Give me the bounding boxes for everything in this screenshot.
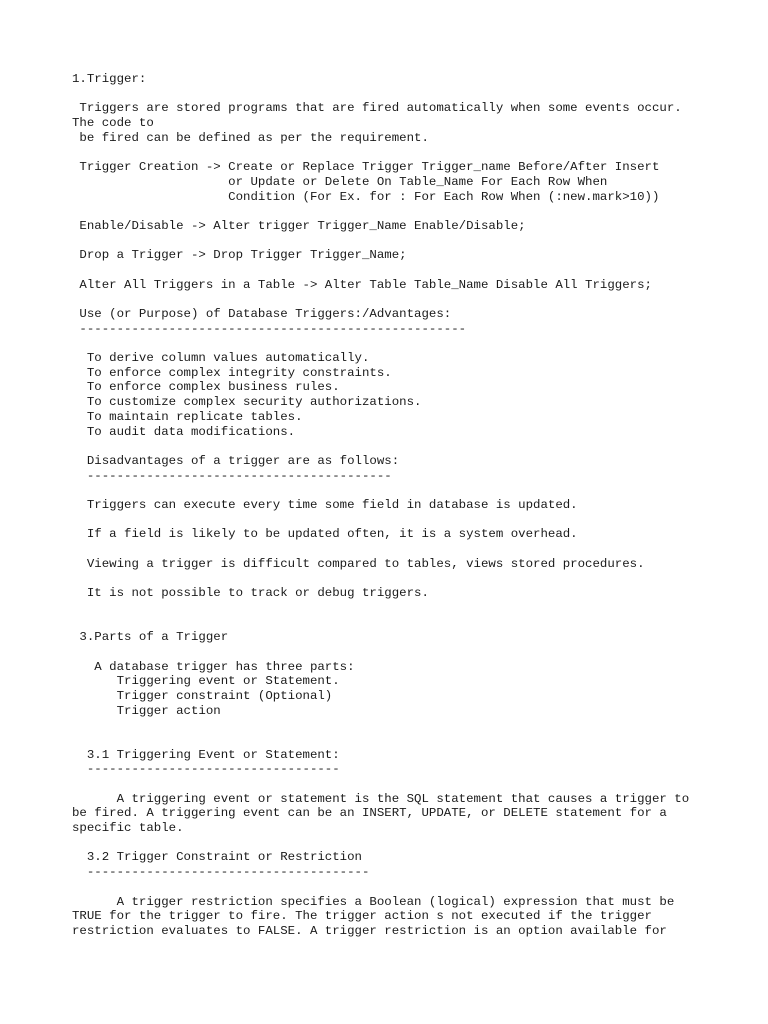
text-line bbox=[72, 234, 732, 249]
text-line: The code to bbox=[72, 116, 154, 131]
text-line: Disadvantages of a trigger are as follows: bbox=[72, 453, 400, 468]
text-line bbox=[72, 513, 732, 528]
text-line bbox=[72, 645, 732, 660]
text-line: be fired. A triggering event can be an INSERT, UPDATE, or DELETE statement for a bbox=[72, 806, 667, 821]
text-line: 3.1 Triggering Event or Statement: bbox=[72, 747, 340, 762]
text-line: A trigger restriction specifies a Boolean (logical) expression that must be bbox=[72, 894, 675, 909]
text-line: Triggers can execute every time some field in database is updated. bbox=[72, 497, 578, 512]
text-line bbox=[72, 542, 732, 557]
text-line bbox=[72, 777, 732, 792]
text-line: Triggering event or Statement. bbox=[72, 674, 340, 689]
text-line: A database trigger has three parts: bbox=[72, 659, 355, 674]
text-line: Trigger action bbox=[72, 703, 221, 718]
text-line bbox=[72, 483, 732, 498]
text-line: specific table. bbox=[72, 821, 184, 836]
text-line: Viewing a trigger is difficult compared to tables, views stored procedures. bbox=[72, 556, 645, 571]
text-line: Trigger constraint (Optional) bbox=[72, 688, 333, 703]
text-line bbox=[72, 292, 732, 307]
text-line: ---------------------------------------------------- bbox=[72, 321, 467, 336]
text-line: It is not possible to track or debug triggers. bbox=[72, 586, 429, 601]
text-line: Triggers are stored programs that are fired automatically when some events occur. bbox=[72, 101, 682, 116]
document-page bbox=[72, 72, 732, 939]
text-line: Use (or Purpose) of Database Triggers:/Advantages: bbox=[72, 307, 452, 321]
text-line: To derive column values automatically. bbox=[72, 351, 370, 366]
text-line: TRUE for the trigger to fire. The trigger action s not executed if the trigger bbox=[72, 909, 652, 924]
text-line: -------------------------------------- bbox=[72, 865, 370, 880]
text-line bbox=[72, 145, 732, 160]
text-line: Trigger Creation -> Create or Replace Trigger Trigger_name Before/After Insert bbox=[72, 160, 660, 175]
text-line: or Update or Delete On Table_Name For Each Row When bbox=[72, 174, 608, 189]
text-line bbox=[72, 263, 732, 278]
text-line bbox=[72, 601, 732, 616]
text-line bbox=[72, 87, 732, 102]
text-line: To customize complex security authorizations. bbox=[72, 395, 422, 410]
text-line: Enable/Disable -> Alter trigger Trigger_Name Enable/Disable; bbox=[72, 218, 526, 233]
text-line: To audit data modifications. bbox=[72, 424, 296, 439]
text-line: 1.Trigger: bbox=[72, 72, 147, 86]
text-line bbox=[72, 718, 732, 733]
text-line bbox=[72, 836, 732, 851]
text-line: be fired can be defined as per the requirement. bbox=[72, 130, 429, 145]
text-line: A triggering event or statement is the SQL statement that causes a trigger to bbox=[72, 791, 690, 806]
text-line: To maintain replicate tables. bbox=[72, 409, 303, 424]
text-line: Drop a Trigger -> Drop Trigger Trigger_Name; bbox=[72, 248, 407, 263]
text-line bbox=[72, 571, 732, 586]
text-line: To enforce complex business rules. bbox=[72, 380, 340, 395]
text-line bbox=[72, 439, 732, 454]
text-line: 3.Parts of a Trigger bbox=[72, 630, 229, 645]
text-line: To enforce complex integrity constraints. bbox=[72, 365, 392, 380]
text-line bbox=[72, 204, 732, 219]
text-line: 3.2 Trigger Constraint or Restriction bbox=[72, 850, 362, 865]
text-line: ----------------------------------------- bbox=[72, 468, 392, 483]
text-line: Alter All Triggers in a Table -> Alter Table Table_Name Disable All Triggers; bbox=[72, 277, 652, 292]
text-line bbox=[72, 615, 732, 630]
text-line bbox=[72, 336, 732, 351]
text-line bbox=[72, 880, 732, 895]
text-line: ---------------------------------- bbox=[72, 762, 340, 777]
text-line: If a field is likely to be updated often, it is a system overhead. bbox=[72, 527, 578, 542]
text-line: restriction evaluates to FALSE. A trigger restriction is an option available for bbox=[72, 923, 667, 938]
text-line: Condition (For Ex. for : For Each Row When (:new.mark>10)) bbox=[72, 189, 660, 204]
text-line bbox=[72, 733, 732, 748]
